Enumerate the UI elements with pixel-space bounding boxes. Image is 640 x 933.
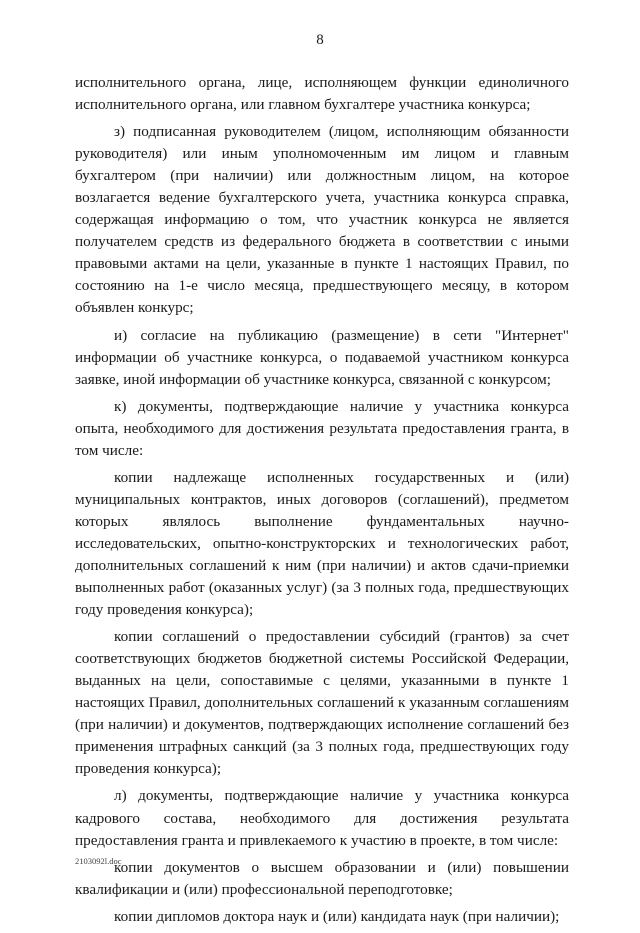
paragraph: и) согласие на публикацию (размещение) в сети "Интернет" информации об участнике конкурса, о подаваемой участником конкурса заявке, иной информации об участнике конкурса, связанной с конкурсом; bbox=[75, 326, 569, 388]
paragraph: л) документы, подтверждающие наличие у участника конкурса кадрового состава, необходимого для достижения результата предоставления гранта и привлекаемого к участию в проекте, в том числе: bbox=[75, 787, 569, 849]
paragraph: копии соглашений о предоставлении субсидий (грантов) за счет соответствующих бюджетов бюджетной системы Российской Федерации, выданных на цели, сопоставимые с целями, указанными в пункте 1 настоящих Правил, дополнительных соглашений к указанным соглашениям (при наличии) и документов, подтверждающих исполнение соглашений без применения штрафных санкций (за 3 полных года, предшествующих году проведения конкурса); bbox=[75, 628, 569, 778]
document-body bbox=[75, 72, 569, 933]
paragraph: з) подписанная руководителем (лицом, исполняющим обязанности руководителя) или иным уполномоченным им лицом и главным бухгалтером (при наличии) или должностным лицом, на которое возлагается ведение бухгалтерского учета, участника конкурса справка, содержащая информацию о том, что участник конкурса не является получателем средств из федерального бюджета в соответствии с иными правовыми актами на цели, указанные в пункте 1 настоящих Правил, по состоянию на 1-е число месяца, предшествующего месяцу, в котором объявлен конкурс; bbox=[75, 123, 569, 317]
paragraph: копии дипломов доктора наук и (или) кандидата наук (при наличии); bbox=[114, 907, 560, 925]
paragraph: исполнительного органа, лице, исполняющем функции единоличного исполнительного органа, или главном бухгалтере участника конкурса; bbox=[75, 74, 569, 114]
paragraph: копии документов о высшем образовании и (или) повышении квалификации и (или) профессиональной переподготовке; bbox=[75, 858, 569, 898]
paragraph: копии надлежаще исполненных государственных и (или) муниципальных контрактов, иных договоров (соглашений), предметом которых являлось выполнение фундаментальных научно-исследовательских, опытно-конструкторских и технологических работ, дополнительных соглашений к ним (при наличии) и актов сдачи-приемки выполненных работ (оказанных услуг) (за 3 полных года, предшествующих году проведения конкурса); bbox=[75, 468, 569, 619]
file-name-footer: 2103092l.doc bbox=[75, 856, 122, 866]
paragraph: к) документы, подтверждающие наличие у участника конкурса опыта, необходимого для достижения результата предоставления гранта, в том числе: bbox=[75, 397, 569, 459]
page-number: 8 bbox=[316, 32, 324, 48]
